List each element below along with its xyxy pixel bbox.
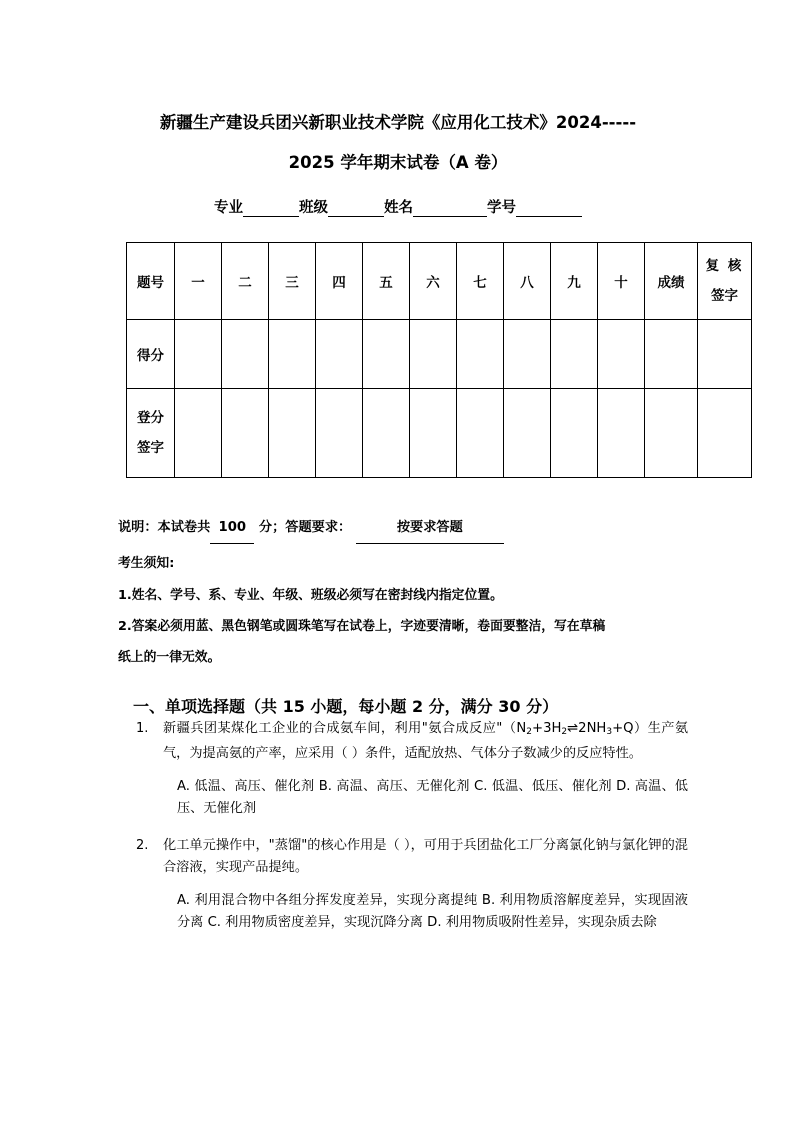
signature-label-line2: 签字 [137, 440, 164, 456]
signature-cell-8[interactable] [504, 389, 551, 478]
question-options-1: A. 低温、高压、催化剂 B. 高温、高压、无催化剂 C. 低温、低压、催化剂 D. 高温、低压、无催化剂 [177, 778, 688, 817]
signature-cell-recheck[interactable] [698, 389, 752, 478]
instructions-block [118, 513, 684, 673]
cell-question-8: 八 [504, 243, 551, 320]
score-cell-6[interactable] [410, 320, 457, 389]
cell-question-3: 三 [269, 243, 316, 320]
question-number-1: 1. [136, 721, 149, 736]
cell-row-label-signature [127, 389, 175, 478]
notice-heading: 考生须知: [118, 556, 175, 571]
signature-cell-7[interactable] [457, 389, 504, 478]
total-points-value: 100 [210, 513, 254, 544]
score-cell-8[interactable] [504, 320, 551, 389]
recheck-label-line2: 签字 [711, 288, 738, 304]
score-cell-total[interactable] [645, 320, 698, 389]
question-item-1 [136, 718, 688, 821]
signature-cell-6[interactable] [410, 389, 457, 478]
question-number-2: 2. [136, 837, 149, 853]
formula-sub-nh3: 3 [606, 726, 613, 737]
name-label: 姓名 [384, 200, 413, 216]
cell-recheck-label [698, 243, 752, 320]
question-stem-1-pre: 新疆兵团某煤化工企业的合成氨车间，利用"氨合成反应"（N [163, 721, 527, 736]
formula-sub-n2: 2 [526, 726, 533, 737]
exam-instruction-line [118, 513, 684, 544]
cell-question-7: 七 [457, 243, 504, 320]
recheck-label-line1: 复 核 [705, 258, 744, 274]
score-cell-9[interactable] [551, 320, 598, 389]
cell-question-10: 十 [598, 243, 645, 320]
question-stem-1-post: ）生产氨气，为提高氨的产率，应采用（ ）条件，适配放热、气体分子数减少的反应特性。 [163, 721, 689, 762]
score-cell-4[interactable] [316, 320, 363, 389]
cell-question-1: 一 [175, 243, 222, 320]
table-row-score [127, 320, 752, 389]
formula-sub-h2: 2 [561, 726, 568, 737]
question-item-2 [136, 835, 688, 935]
notice-item-2: 2.答案必须用蓝、黑色钢笔或圆珠笔写在试卷上，字迹要清晰，卷面要整洁，写在草稿 [118, 619, 606, 634]
score-cell-2[interactable] [222, 320, 269, 389]
signature-label-line1: 登分 [137, 410, 164, 426]
requirement-value: 按要求答题 [356, 513, 504, 544]
score-cell-recheck[interactable] [698, 320, 752, 389]
cell-question-6: 六 [410, 243, 457, 320]
name-blank[interactable] [413, 201, 487, 217]
instruction-mid: 分；答题要求： [258, 520, 352, 535]
signature-cell-3[interactable] [269, 389, 316, 478]
student-id-label: 学号 [487, 200, 516, 216]
section-heading-multiple-choice: 一、单项选择题（共 15 小题，每小题 2 分，满分 30 分） [133, 697, 559, 716]
cell-total-label: 成绩 [645, 243, 698, 320]
signature-cell-4[interactable] [316, 389, 363, 478]
questions-list [136, 718, 688, 939]
question-stem-2: 化工单元操作中，"蒸馏"的核心作用是（ ），可用于兵团盐化工厂分离氯化钠与氯化钾的混合溶液，实现产品提纯。 [163, 837, 688, 876]
signature-cell-9[interactable] [551, 389, 598, 478]
instruction-prefix: 说明：本试卷共 [118, 520, 211, 535]
score-cell-3[interactable] [269, 320, 316, 389]
title-line-2: 2025 学年期末试卷（A 卷） [288, 153, 508, 172]
score-cell-7[interactable] [457, 320, 504, 389]
cell-question-2: 二 [222, 243, 269, 320]
question-options-2: A. 利用混合物中各组分挥发度差异，实现分离提纯 B. 利用物质溶解度差异，实现固液分离 C. 利用物质密度差异，实现沉降分离 D. 利用物质吸附性差异，实现杂质去除 [177, 892, 688, 931]
question-stem-1: 新疆兵团某煤化工企业的合成氨车间，利用"氨合成反应"$(N_2+3H_2\rightleftharpoons 2NH_3+Q)$生产氨气，为提高氨的产率，应采用（ ）条件，适配放热、气体分子数减少的反应特性。 [163, 721, 689, 762]
notice-item-2-continued: 纸上的一律无效。 [118, 650, 221, 665]
cell-question-9: 九 [551, 243, 598, 320]
cell-question-4: 四 [316, 243, 363, 320]
table-row-header [127, 243, 752, 320]
title-line-1: 新疆生产建设兵团兴新职业技术学院《应用化工技术》2024----- [159, 113, 637, 132]
score-table [126, 242, 752, 478]
cell-row-label-header: 题号 [127, 243, 175, 320]
student-info-line [118, 196, 678, 217]
cell-question-5: 五 [363, 243, 410, 320]
signature-cell-total[interactable] [645, 389, 698, 478]
cell-row-label-score: 得分 [127, 320, 175, 389]
signature-cell-2[interactable] [222, 389, 269, 478]
score-cell-5[interactable] [363, 320, 410, 389]
notice-item-1: 1.姓名、学号、系、专业、年级、班级必须写在密封线内指定位置。 [118, 588, 503, 603]
page-title [118, 103, 678, 183]
class-blank[interactable] [328, 201, 384, 217]
signature-cell-10[interactable] [598, 389, 645, 478]
signature-cell-5[interactable] [363, 389, 410, 478]
score-cell-10[interactable] [598, 320, 645, 389]
signature-cell-1[interactable] [175, 389, 222, 478]
student-id-blank[interactable] [516, 201, 582, 217]
major-blank[interactable] [243, 201, 299, 217]
score-cell-1[interactable] [175, 320, 222, 389]
major-label: 专业 [214, 200, 243, 216]
table-row-signature [127, 389, 752, 478]
class-label: 班级 [299, 200, 328, 216]
